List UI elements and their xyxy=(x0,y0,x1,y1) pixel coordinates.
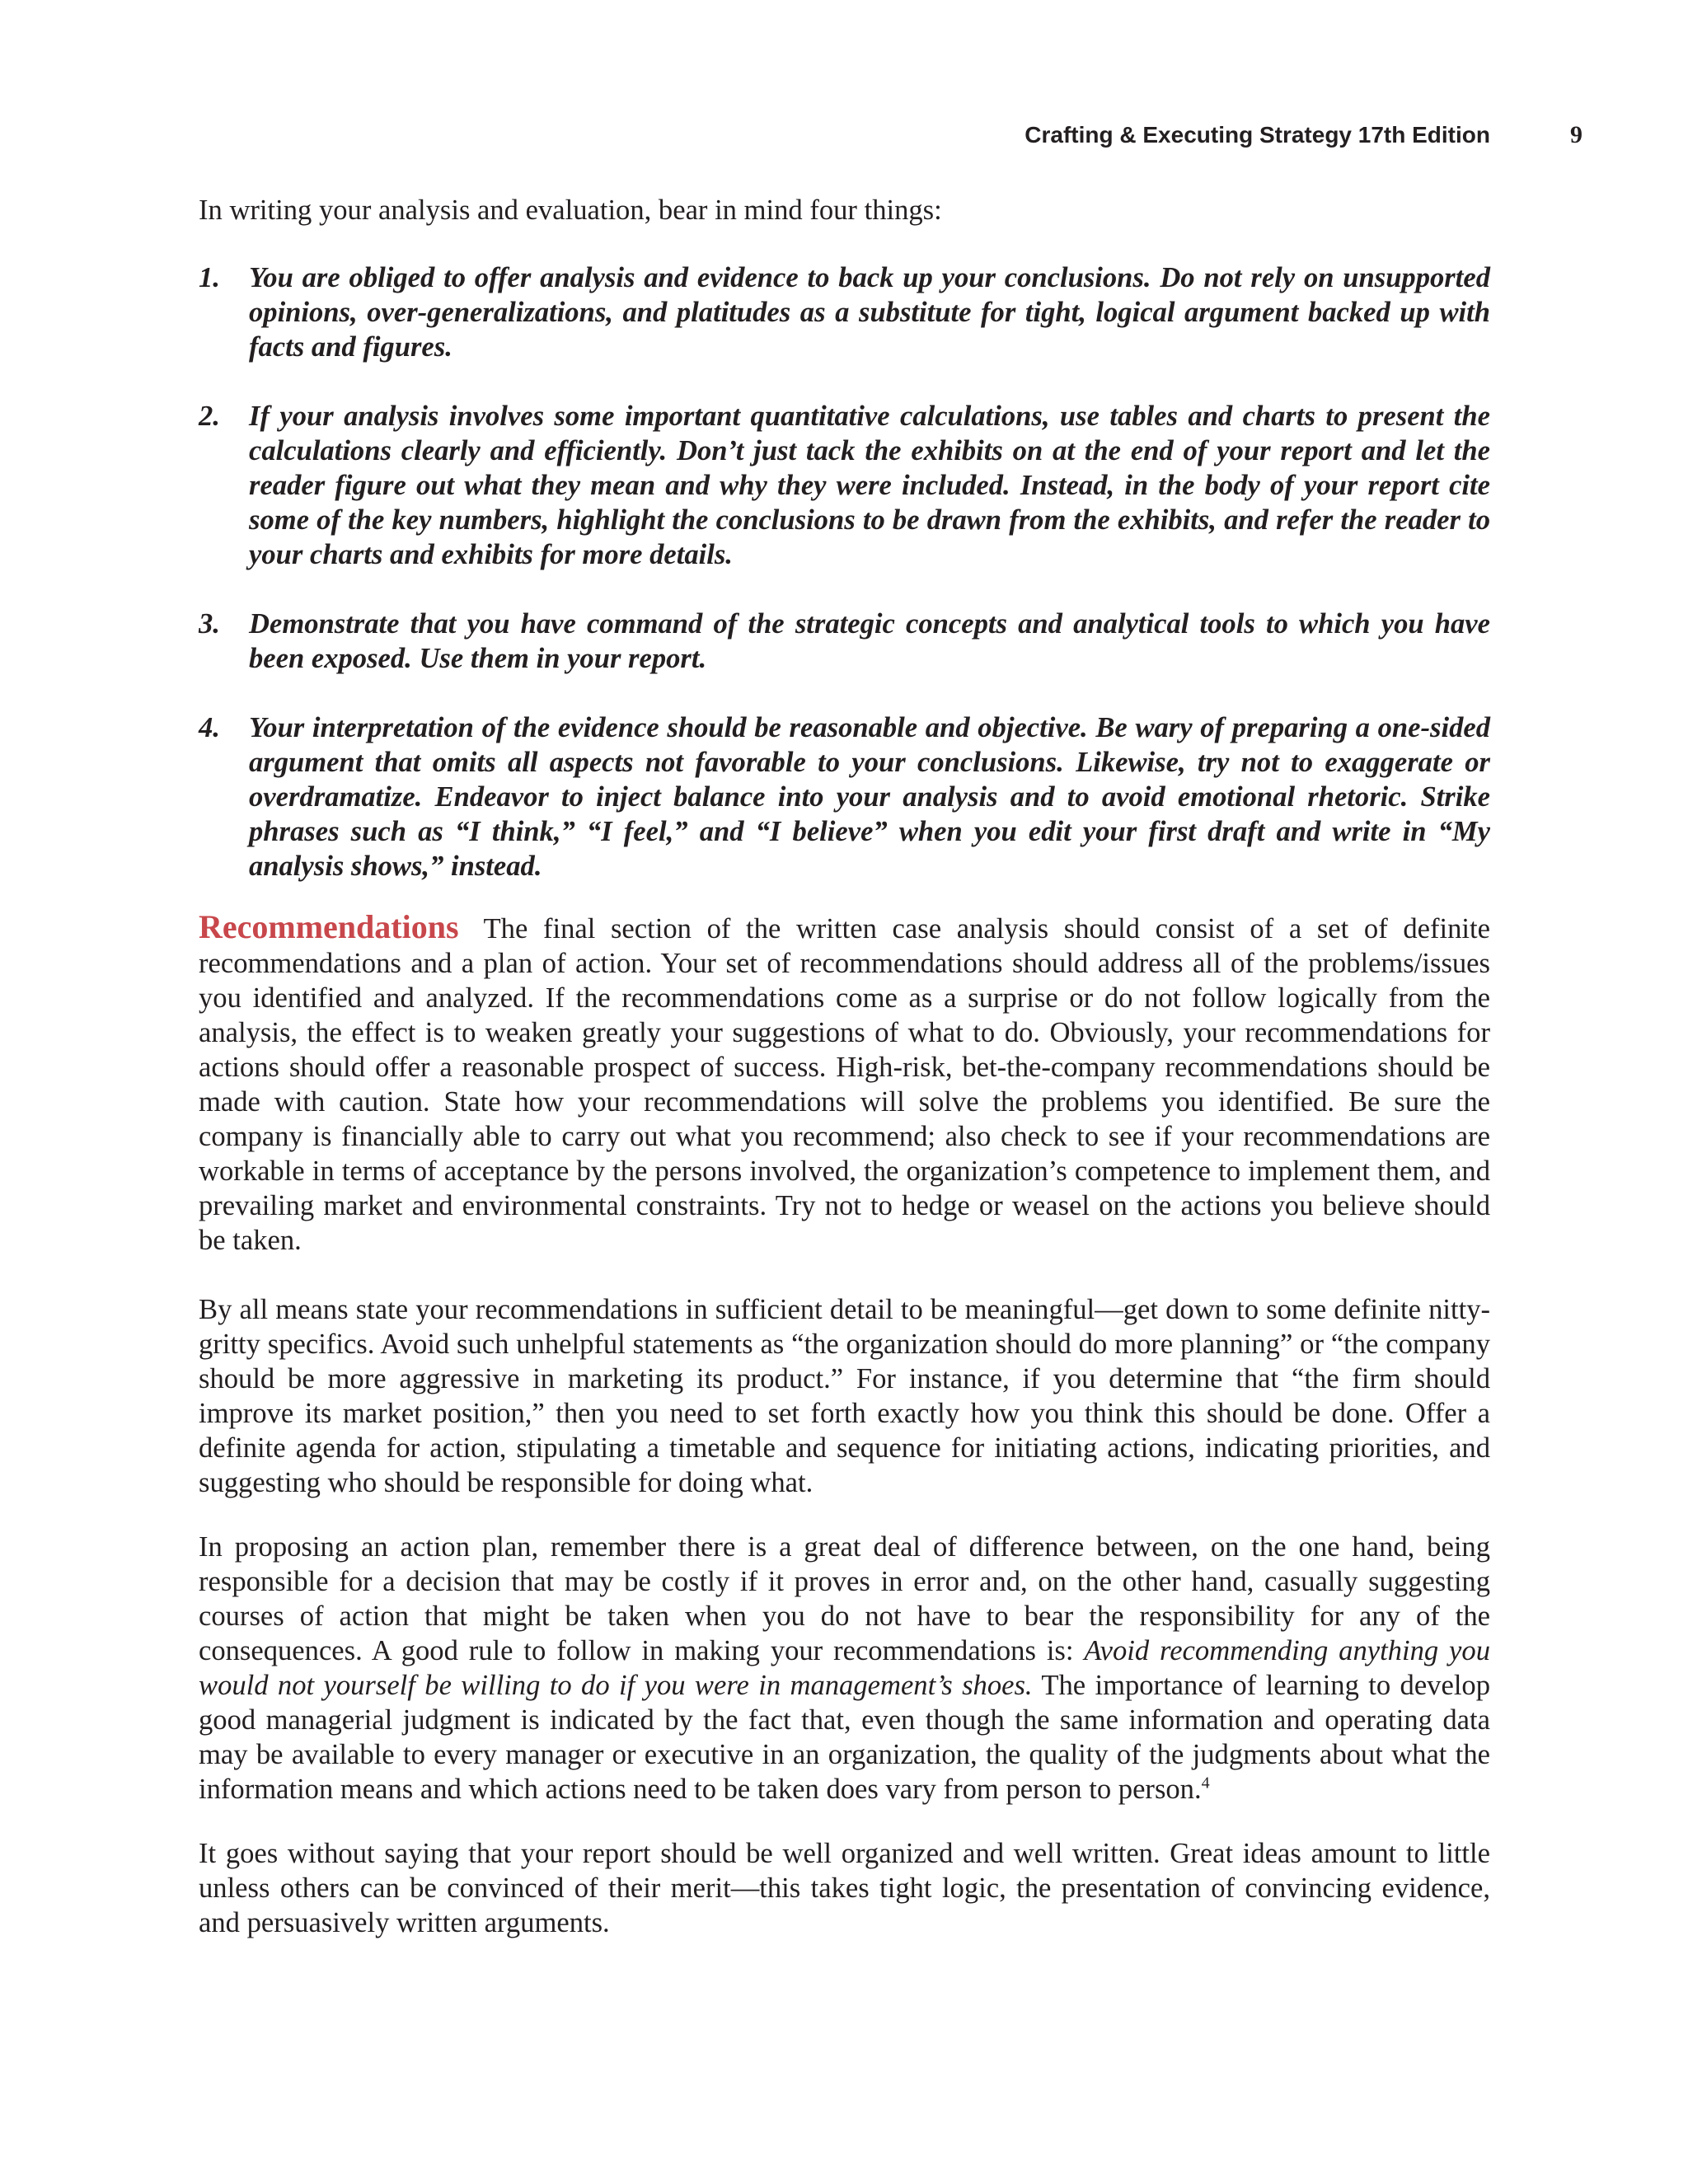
running-header: Crafting & Executing Strategy 17th Edition xyxy=(1025,122,1490,148)
page-number: 9 xyxy=(1570,121,1582,148)
guidelines-list xyxy=(199,260,1490,883)
list-item xyxy=(199,260,1490,364)
page-body xyxy=(199,193,1490,1940)
body-paragraph xyxy=(199,1530,1490,1807)
list-item-number: 2. xyxy=(199,401,220,432)
recommendations-paragraph xyxy=(199,910,1490,1258)
list-item xyxy=(199,399,1490,572)
list-item-text: If your analysis involves some important quantitative calculations, use tables and charts to present the calculations clearly and efficiently. Don’t just tack the exhibits on at the end of your report and let the reader figure out what they mean and why they were included. Instead, in the body of your report cite some of the key numbers, highlight the conclusions to be drawn from the exhibits, and refer the reader to your charts and exhibits for more details. xyxy=(249,401,1490,570)
list-item-text: Your interpretation of the evidence should be reasonable and objective. Be wary of preparing a one-sided argument that omits all aspects not favorable to your conclusions. Likewise, try not to exaggerate or overdramatize. Endeavor to inject balance into your analysis and to avoid emotional rhetoric. Strike phrases such as “I think,” “I feel,” and “I believe” when you edit your first draft and write in “My analysis shows,” instead. xyxy=(249,712,1490,882)
list-item-text: Demonstrate that you have command of the strategic concepts and analytical tools to which you have been exposed. Use them in your report. xyxy=(249,608,1490,674)
list-item-number: 4. xyxy=(199,712,220,743)
paragraph-text: In proposing an action plan, remember there is a great deal of difference between, on the one hand, being responsible for a decision that may be costly if it proves in error and, on the other hand, casually suggesting courses of action that might be taken when you do not have to bear the responsibility for any of the consequences. A good rule to follow in making your recommendations is: xyxy=(199,1531,1490,1666)
intro-paragraph: In writing your analysis and evaluation, bear in mind four things: xyxy=(199,194,942,226)
list-item-number: 3. xyxy=(199,608,220,640)
body-paragraph: It goes without saying that your report should be well organized and well written. Great ideas amount to little unless others can be convinced of their merit—this takes tight logic, the presentation of convincing evidence, and persuasively written arguments. xyxy=(199,1838,1490,1938)
list-item-text: You are obliged to offer analysis and evidence to back up your conclusions. Do not rely on unsupported opinions, over-generalizations, and platitudes as a substitute for tight, logical argument backed up with facts and figures. xyxy=(249,262,1490,363)
list-item-number: 1. xyxy=(199,262,220,293)
recommendations-section xyxy=(199,910,1490,1940)
paragraph-text: The importance of learning to develop good managerial judgment is indicated by the fact that, even though the same information and operating data may be available to every manager or executive in an organization, the quality of the judgments about what the information means and which actions need to be taken does vary from person to person. xyxy=(199,1670,1491,1805)
paragraph-text: The final section of the written case analysis should consist of a set of definite recommendations and a plan of action. Your set of recommendations should address all of the problems/issues you identified and analyzed. If the recommendations come as a surprise or do not follow logically from the analysis, the effect is to weaken greatly your suggestions of what to do. Obviously, your recommendations for actions should offer a reasonable prospect of success. High-risk, bet-the-company recommendations should be made with caution. State how your recommendations will solve the problems you identified. Be sure the company is financially able to carry out what you recommend; also check to see if your recommendations are workable in terms of acceptance by the persons involved, the organization’s competence to implement them, and prevailing market and environmental constraints. Try not to hedge or weasel on the actions you believe should be taken. xyxy=(199,913,1490,1256)
body-paragraph: By all means state your recommendations in sufficient detail to be meaningful—get down to some definite nitty-gritty specifics. Avoid such unhelpful statements as “the organization should do more planning” or “the company should be more aggressive in marketing its product.” For instance, if you determine that “the firm should improve its market position,” then you need to set forth exactly how you think this should be done. Offer a definite agenda for action, stipulating a timetable and sequence for initiating actions, indicating priorities, and suggesting who should be responsible for doing what. xyxy=(199,1294,1490,1498)
footnote-marker: 4 xyxy=(1201,1774,1210,1793)
section-heading: Recommendations xyxy=(199,908,459,945)
list-item xyxy=(199,710,1490,883)
list-item xyxy=(199,607,1490,676)
emphasized-text: Avoid recommending anything you would not yourself be willing to do if you were in management’s shoes. xyxy=(199,1635,1490,1701)
